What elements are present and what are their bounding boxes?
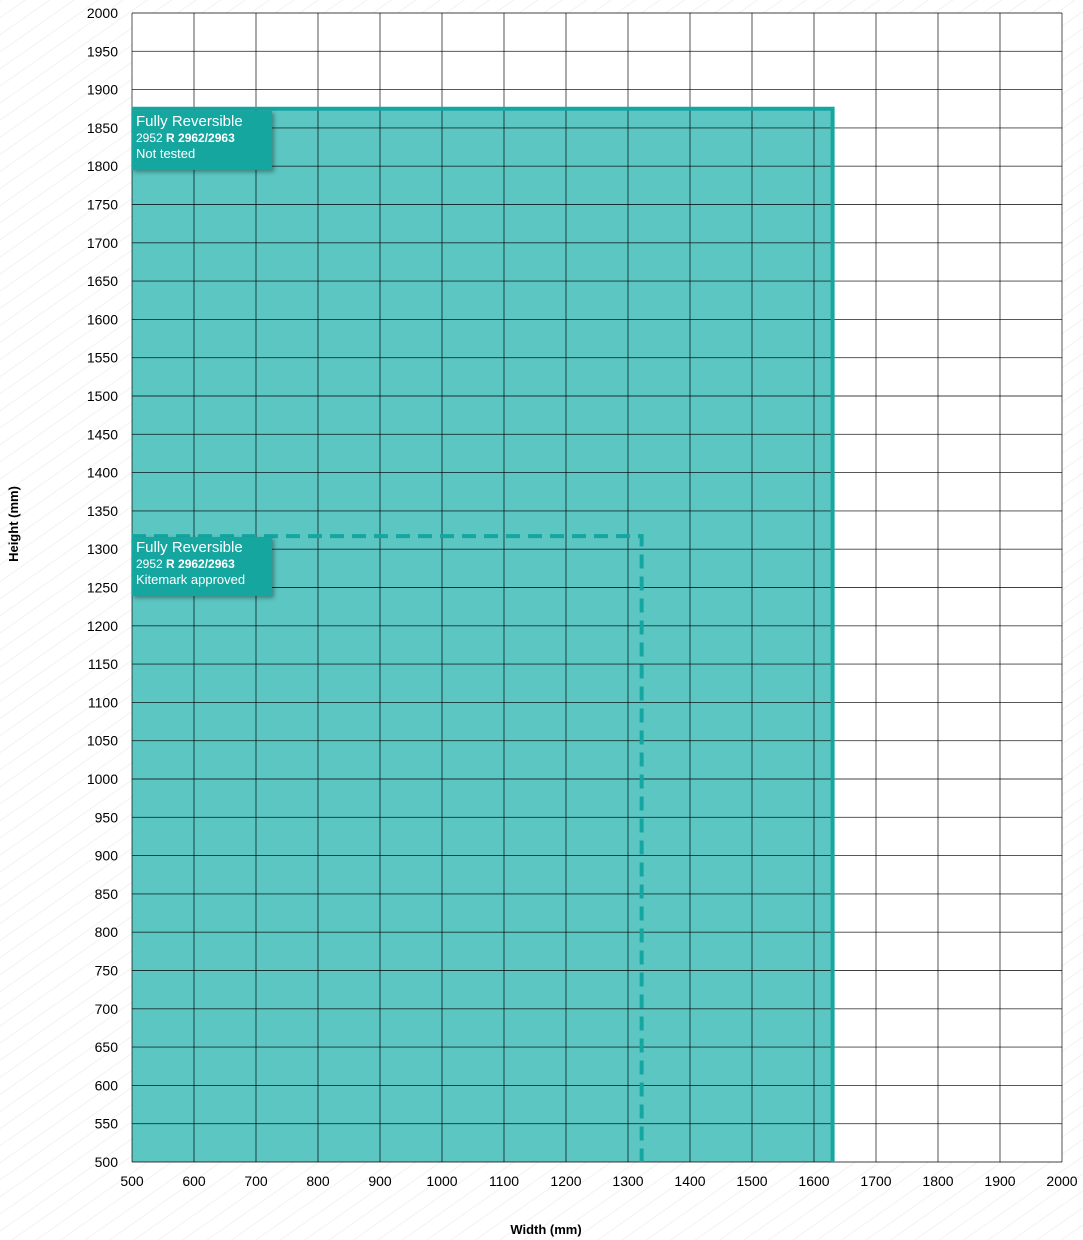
- y-tick-label: 600: [94, 1077, 118, 1094]
- x-tick-label: 500: [120, 1173, 144, 1189]
- series-label-status: Kitemark approved: [136, 572, 246, 587]
- x-tick-label: 1700: [860, 1173, 892, 1189]
- x-tick-label: 1200: [550, 1173, 582, 1189]
- x-tick-label: 700: [244, 1173, 268, 1189]
- y-tick-label: 1550: [86, 349, 118, 366]
- x-tick-label: 1400: [674, 1173, 706, 1189]
- y-tick-label: 1300: [86, 541, 118, 558]
- x-tick-label: 2000: [1046, 1173, 1078, 1189]
- y-tick-label: 1800: [86, 158, 118, 175]
- x-tick-label: 1100: [488, 1173, 520, 1189]
- y-tick-label: 800: [94, 924, 118, 941]
- y-tick-label: 550: [94, 1115, 118, 1132]
- x-tick-label: 1800: [922, 1173, 954, 1189]
- series-label-code-bold: R 2962/2963: [166, 557, 235, 571]
- y-tick-label: 700: [94, 1000, 118, 1017]
- y-tick-label: 1150: [87, 656, 118, 673]
- series-label-code-bold: R 2962/2963: [166, 131, 235, 145]
- series-label-status: Not tested: [136, 146, 196, 161]
- y-tick-label: 1600: [86, 311, 118, 328]
- y-tick-label: 750: [94, 962, 118, 979]
- y-tick-label: 900: [94, 847, 118, 864]
- x-tick-label: 1900: [984, 1173, 1016, 1189]
- x-tick-label: 600: [182, 1173, 206, 1189]
- y-tick-label: 1500: [86, 388, 118, 404]
- y-tick-label: 500: [94, 1154, 118, 1170]
- y-tick-label: 1400: [86, 464, 118, 481]
- y-axis-title: Height (mm): [6, 486, 21, 562]
- x-tick-label: 800: [306, 1173, 330, 1189]
- series-label-title: Fully Reversible: [136, 539, 243, 556]
- y-tick-label: 1750: [86, 196, 118, 213]
- y-tick-label: 1250: [86, 579, 118, 596]
- y-tick-label: 850: [94, 885, 118, 902]
- y-tick-label: 1900: [86, 81, 118, 98]
- series-area-fill: [132, 109, 833, 1162]
- y-tick-label: 1100: [87, 694, 118, 711]
- y-tick-label: 1200: [86, 617, 118, 634]
- x-axis-title: Width (mm): [510, 1222, 582, 1237]
- x-tick-label: 1500: [736, 1173, 768, 1189]
- x-tick-label: 1000: [426, 1173, 458, 1189]
- y-tick-label: 2000: [86, 5, 118, 21]
- series-label-title: Fully Reversible: [136, 113, 243, 130]
- x-tick-label: 1300: [612, 1173, 644, 1189]
- x-tick-label: 900: [368, 1173, 392, 1189]
- y-tick-label: 1950: [86, 43, 118, 60]
- y-tick-label: 950: [94, 809, 118, 826]
- y-tick-label: 1650: [86, 273, 118, 290]
- y-tick-label: 1450: [86, 426, 118, 443]
- y-tick-label: 1850: [86, 119, 118, 136]
- y-tick-label: 1350: [86, 502, 118, 519]
- series-label-kitemark-approved: [132, 537, 272, 596]
- y-tick-label: 1700: [86, 234, 118, 251]
- y-tick-label: 1050: [86, 732, 118, 749]
- series-label-not-tested: [132, 111, 272, 170]
- series-label-code: 2952: [136, 557, 167, 571]
- series-label-code: 2952: [136, 131, 167, 145]
- x-tick-label: 1600: [798, 1173, 830, 1189]
- y-tick-label: 650: [94, 1039, 118, 1056]
- y-tick-label: 1000: [86, 771, 118, 787]
